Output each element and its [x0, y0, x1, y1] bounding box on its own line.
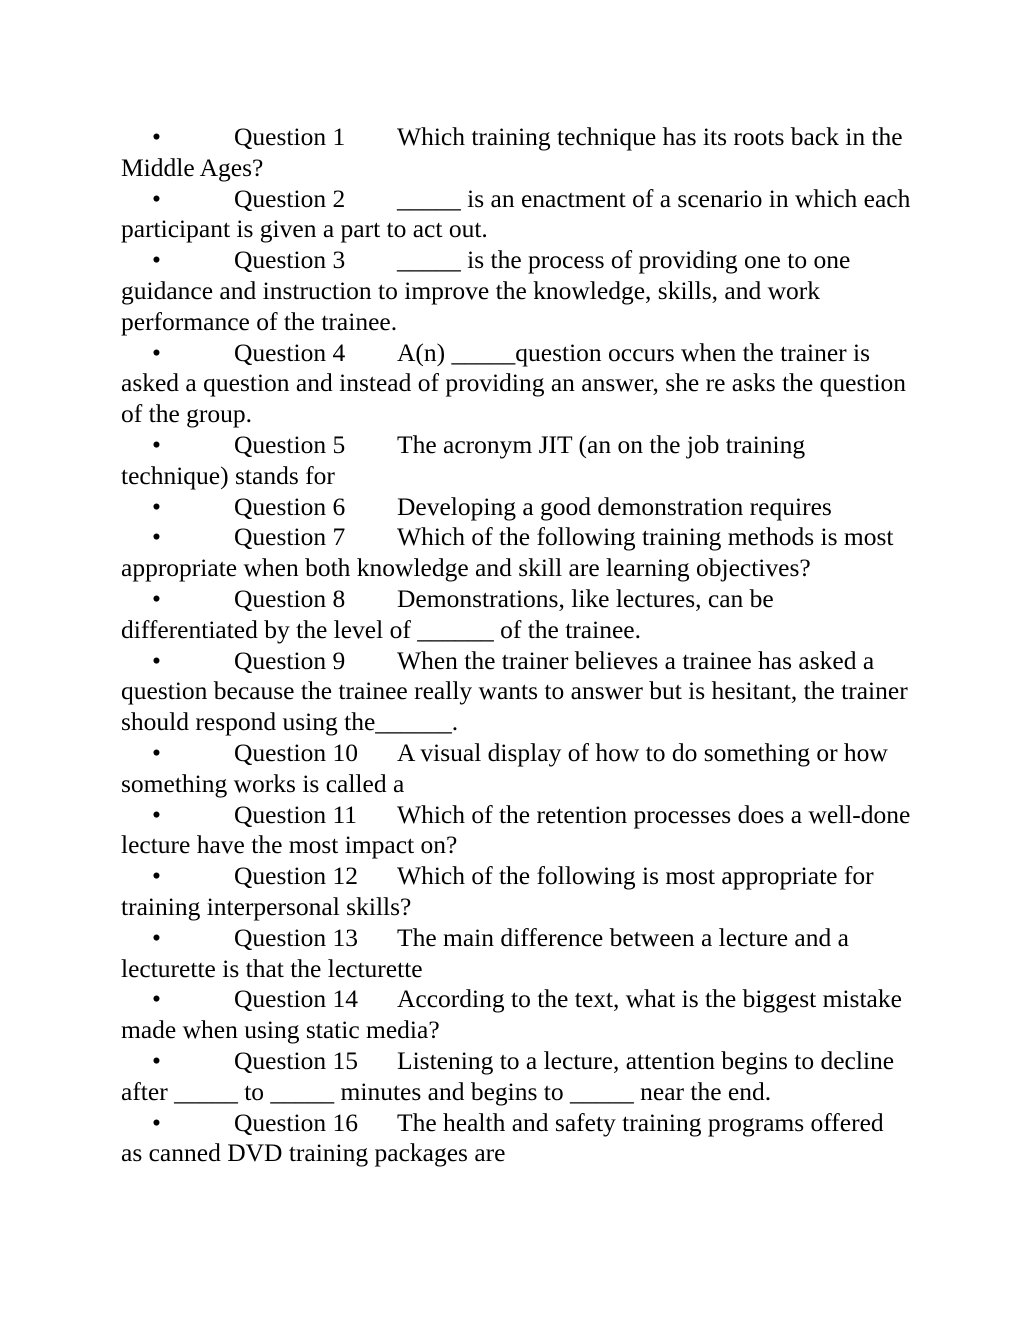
question-text: Which of the following is most appropriate for training interpersonal skills? [121, 861, 874, 921]
question-text: Which of the retention processes does a well-done lecture have the most impact on? [121, 799, 911, 860]
list-item [121, 1108, 911, 1170]
question-text: A(n) _____question occurs when the trainer is asked a question and instead of providing an answer, she re asks the question of the group. [121, 337, 907, 429]
question-text: Developing a good demonstration requires [397, 491, 832, 521]
question-text: The main difference between a lecture and a lecturette is that the lecturette [121, 922, 849, 983]
question-number: Question 10 [234, 737, 358, 767]
question-number: Question 9 [234, 645, 346, 675]
bullet: • [152, 1107, 161, 1137]
question-text: The acronym JIT (an on the job training technique) stands for [121, 429, 806, 490]
list-item [121, 184, 911, 246]
bullet: • [152, 922, 161, 952]
bullet: • [152, 737, 161, 767]
question-text: Which training technique has its roots back in the Middle Ages? [121, 122, 903, 182]
bullet: • [152, 337, 161, 367]
list-item [121, 984, 911, 1046]
bullet: • [152, 1045, 161, 1075]
list-item [121, 738, 911, 800]
list-item [121, 245, 911, 337]
question-text: The health and safety training programs offered as canned DVD training packages are [121, 1107, 884, 1168]
bullet: • [152, 799, 161, 829]
question-number: Question 7 [234, 522, 346, 552]
question-number: Question 14 [234, 984, 358, 1014]
question-number: Question 12 [234, 861, 358, 891]
question-number: Question 3 [234, 245, 346, 275]
bullet: • [152, 984, 161, 1014]
question-list [121, 122, 911, 1169]
list-item [121, 338, 911, 430]
list-item [121, 492, 911, 523]
list-item [121, 923, 911, 985]
question-text: Demonstrations, like lectures, can be differentiated by the level of ______ of the trainee. [121, 583, 774, 644]
bullet: • [152, 245, 161, 275]
question-number: Question 8 [234, 583, 346, 613]
list-item [121, 800, 911, 862]
question-text: A visual display of how to do something or how something works is called a [121, 737, 888, 798]
list-item [121, 122, 911, 184]
list-item [121, 861, 911, 923]
question-number: Question 6 [234, 491, 346, 521]
question-number: Question 16 [234, 1107, 358, 1137]
question-number: Question 15 [234, 1045, 358, 1075]
bullet: • [152, 183, 161, 213]
bullet: • [152, 429, 161, 459]
question-number: Question 2 [234, 183, 346, 213]
question-number: Question 1 [234, 122, 346, 151]
list-item [121, 430, 911, 492]
question-text: Listening to a lecture, attention begins to decline after _____ to _____ minutes and begins to _____ near the end. [121, 1045, 895, 1106]
question-number: Question 11 [234, 799, 358, 829]
bullet: • [152, 861, 161, 891]
bullet: • [152, 583, 161, 613]
question-text: _____ is the process of providing one to one guidance and instruction to improve the knowledge, skills, and work performance of the trainee. [121, 245, 851, 336]
question-text: Which of the following training methods is most appropriate when both knowledge and skill are learning objectives? [121, 522, 894, 583]
question-number: Question 13 [234, 922, 358, 952]
question-number: Question 5 [234, 429, 346, 459]
bullet: • [152, 645, 161, 675]
bullet: • [152, 522, 161, 552]
question-text: _____ is an enactment of a scenario in which each participant is given a part to act out. [121, 183, 911, 244]
bullet: • [152, 491, 161, 521]
bullet: • [152, 122, 161, 151]
list-item [121, 646, 911, 738]
list-item [121, 522, 911, 584]
list-item [121, 1046, 911, 1108]
question-text: When the trainer believes a trainee has asked a question because the trainee really wants to answer but is hesitant, the trainer should respond using the______. [121, 645, 908, 737]
question-text: According to the text, what is the biggest mistake made when using static media? [121, 984, 902, 1045]
question-number: Question 4 [234, 337, 346, 367]
list-item [121, 584, 911, 646]
